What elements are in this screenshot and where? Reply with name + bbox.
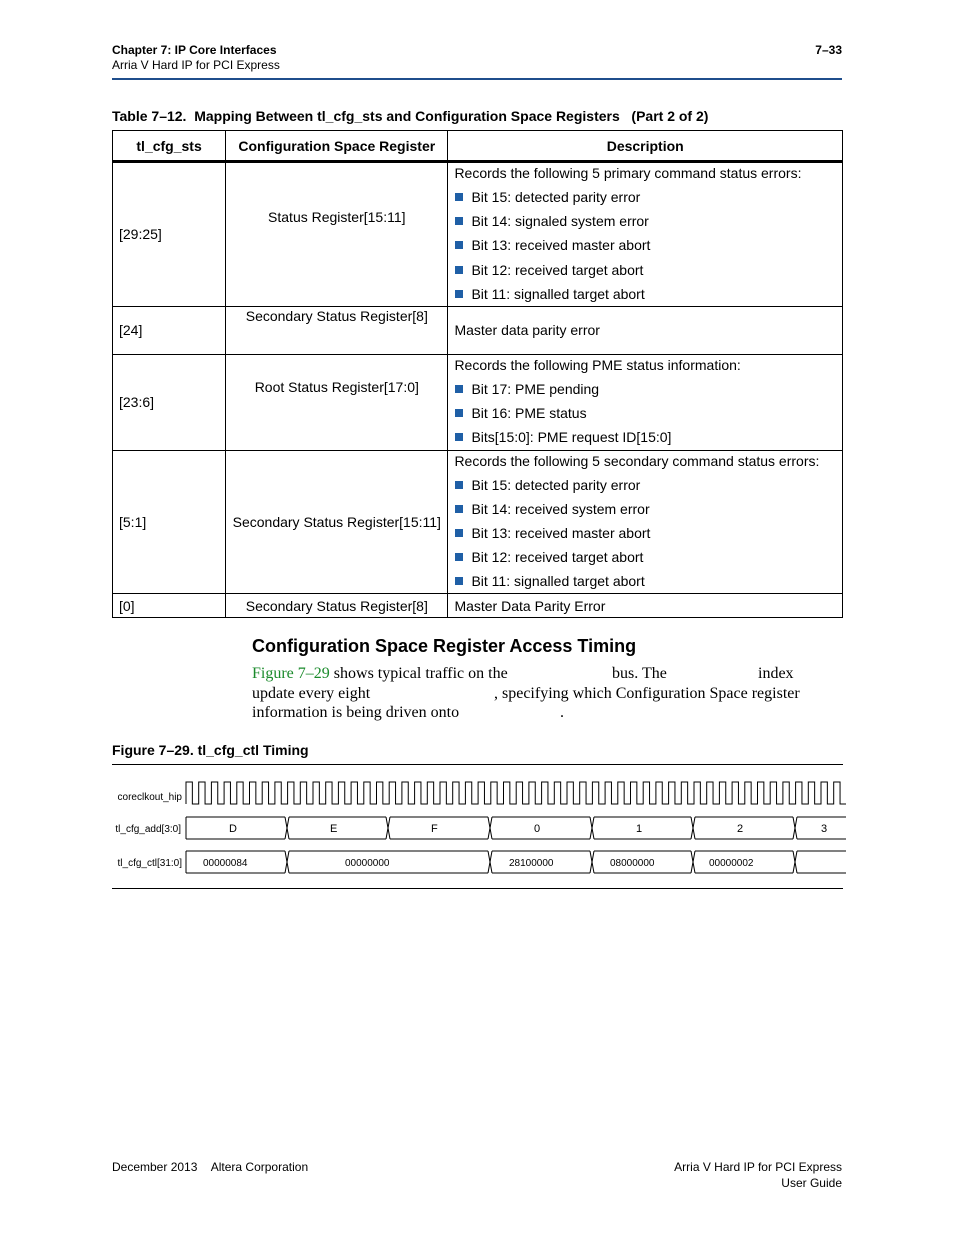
bus-transition	[793, 851, 797, 873]
control-value: 00000002	[709, 858, 754, 869]
column-header-config-register: Configuration Space Register	[226, 131, 448, 162]
list-item: Bit 12: received target abort	[454, 258, 836, 282]
address-value: 2	[737, 823, 744, 835]
address-value: 1	[636, 823, 643, 835]
list-item: Bits[15:0]: PME request ID[15:0]	[454, 425, 836, 449]
list-item: Bit 14: signaled system error	[454, 209, 836, 233]
bus-transition	[691, 817, 695, 839]
paragraph-text: shows typical traffic on the	[329, 665, 508, 682]
bus-segment	[594, 817, 691, 839]
footer-company: Altera Corporation	[210, 1160, 309, 1174]
cell-bits: [23:6]	[113, 354, 226, 450]
list-item: Bit 11: signalled target abort	[454, 569, 836, 593]
signal-label: tl_cfg_add[3:0]	[115, 824, 181, 835]
section-title: Configuration Space Register Access Timing	[252, 636, 637, 656]
control-value: 00000084	[203, 858, 248, 869]
list-item: Bit 13: received master abort	[454, 233, 836, 257]
bus-transition	[386, 817, 390, 839]
control-value: 08000000	[610, 858, 655, 869]
description-intro: Records the following PME status information:	[454, 356, 741, 373]
list-item: Bit 11: signalled target abort	[454, 282, 836, 306]
bus-segment	[390, 817, 488, 839]
list-item: Bit 16: PME status	[454, 401, 836, 425]
bus-transition	[285, 817, 289, 839]
bus-segment	[797, 851, 846, 873]
paragraph-text: , specifying which Configuration Space register	[494, 685, 800, 702]
bus-transition	[488, 817, 492, 839]
footer-doc-title: Arria V Hard IP for PCI Express	[674, 1160, 842, 1174]
footer-date: December 2013	[112, 1160, 198, 1174]
address-value: F	[431, 823, 438, 835]
column-header-tl-cfg-sts: tl_cfg_sts	[113, 131, 226, 162]
address-value: 0	[534, 823, 541, 835]
bus-transition	[590, 817, 594, 839]
table-caption: Table 7–12. Mapping Between tl_cfg_sts and Configuration Space Registers (Part 2 of 2)	[112, 108, 709, 124]
figure-link[interactable]: Figure 7–29	[252, 665, 330, 682]
list-item: Bit 12: received target abort	[454, 545, 836, 569]
cell-register: Secondary Status Register[8]	[226, 594, 448, 618]
cell-bits: [0]	[113, 594, 226, 618]
figure-rule-bottom	[112, 888, 843, 889]
list-item: Bit 13: received master abort	[454, 521, 836, 545]
paragraph-text: update every eight	[252, 685, 371, 702]
document-subtitle: Arria V Hard IP for PCI Express	[112, 58, 280, 72]
cell-register: Secondary Status Register[15:11]	[226, 450, 448, 594]
cell-bits: [24]	[113, 306, 226, 354]
control-value: 28100000	[509, 858, 554, 869]
description-intro: Records the following 5 secondary command status errors:	[454, 452, 820, 469]
cell-bits: [29:25]	[113, 162, 226, 307]
bus-transition	[691, 851, 695, 873]
paragraph-text: information is being driven onto	[252, 704, 460, 721]
address-bus	[186, 817, 846, 839]
bus-segment	[695, 817, 793, 839]
clock-waveform	[186, 782, 846, 804]
paragraph-text: index	[758, 665, 794, 682]
bus-segment	[289, 817, 386, 839]
list-item: Bit 17: PME pending	[454, 377, 836, 401]
paragraph-text: .	[560, 704, 564, 721]
footer-left	[112, 1160, 308, 1174]
figure-caption: Figure 7–29. tl_cfg_ctl Timing	[112, 742, 309, 758]
cell-register: Root Status Register[17:0]	[226, 354, 448, 450]
paragraph-text: bus. The	[612, 665, 667, 682]
list-item: Bit 15: detected parity error	[454, 473, 836, 497]
signal-label: coreclkout_hip	[117, 792, 182, 803]
address-value: E	[330, 823, 338, 835]
bus-transition	[793, 817, 797, 839]
signal-label: tl_cfg_ctl[31:0]	[117, 858, 182, 869]
address-value: D	[229, 823, 237, 835]
list-item: Bit 14: received system error	[454, 497, 836, 521]
page-number: 7–33	[815, 43, 842, 57]
list-item: Bit 15: detected parity error	[454, 185, 836, 209]
description-intro: Records the following 5 primary command status errors:	[454, 165, 802, 181]
chapter-heading: Chapter 7: IP Core Interfaces	[112, 43, 277, 57]
address-value: 3	[821, 823, 828, 835]
bus-segment	[492, 817, 590, 839]
bus-transition	[590, 851, 594, 873]
column-header-description: Description	[448, 131, 843, 162]
bus-transition	[488, 851, 492, 873]
cell-bits: [5:1]	[113, 450, 226, 594]
cell-description: Master Data Parity Error	[448, 594, 843, 618]
control-bus	[186, 851, 846, 873]
cell-register: Status Register[15:11]	[226, 162, 448, 307]
cell-description: Master data parity error	[448, 306, 843, 354]
cell-register: Secondary Status Register[8]	[226, 306, 448, 354]
control-value: 00000000	[345, 858, 390, 869]
bus-transition	[285, 851, 289, 873]
footer-doc-type: User Guide	[781, 1176, 842, 1190]
